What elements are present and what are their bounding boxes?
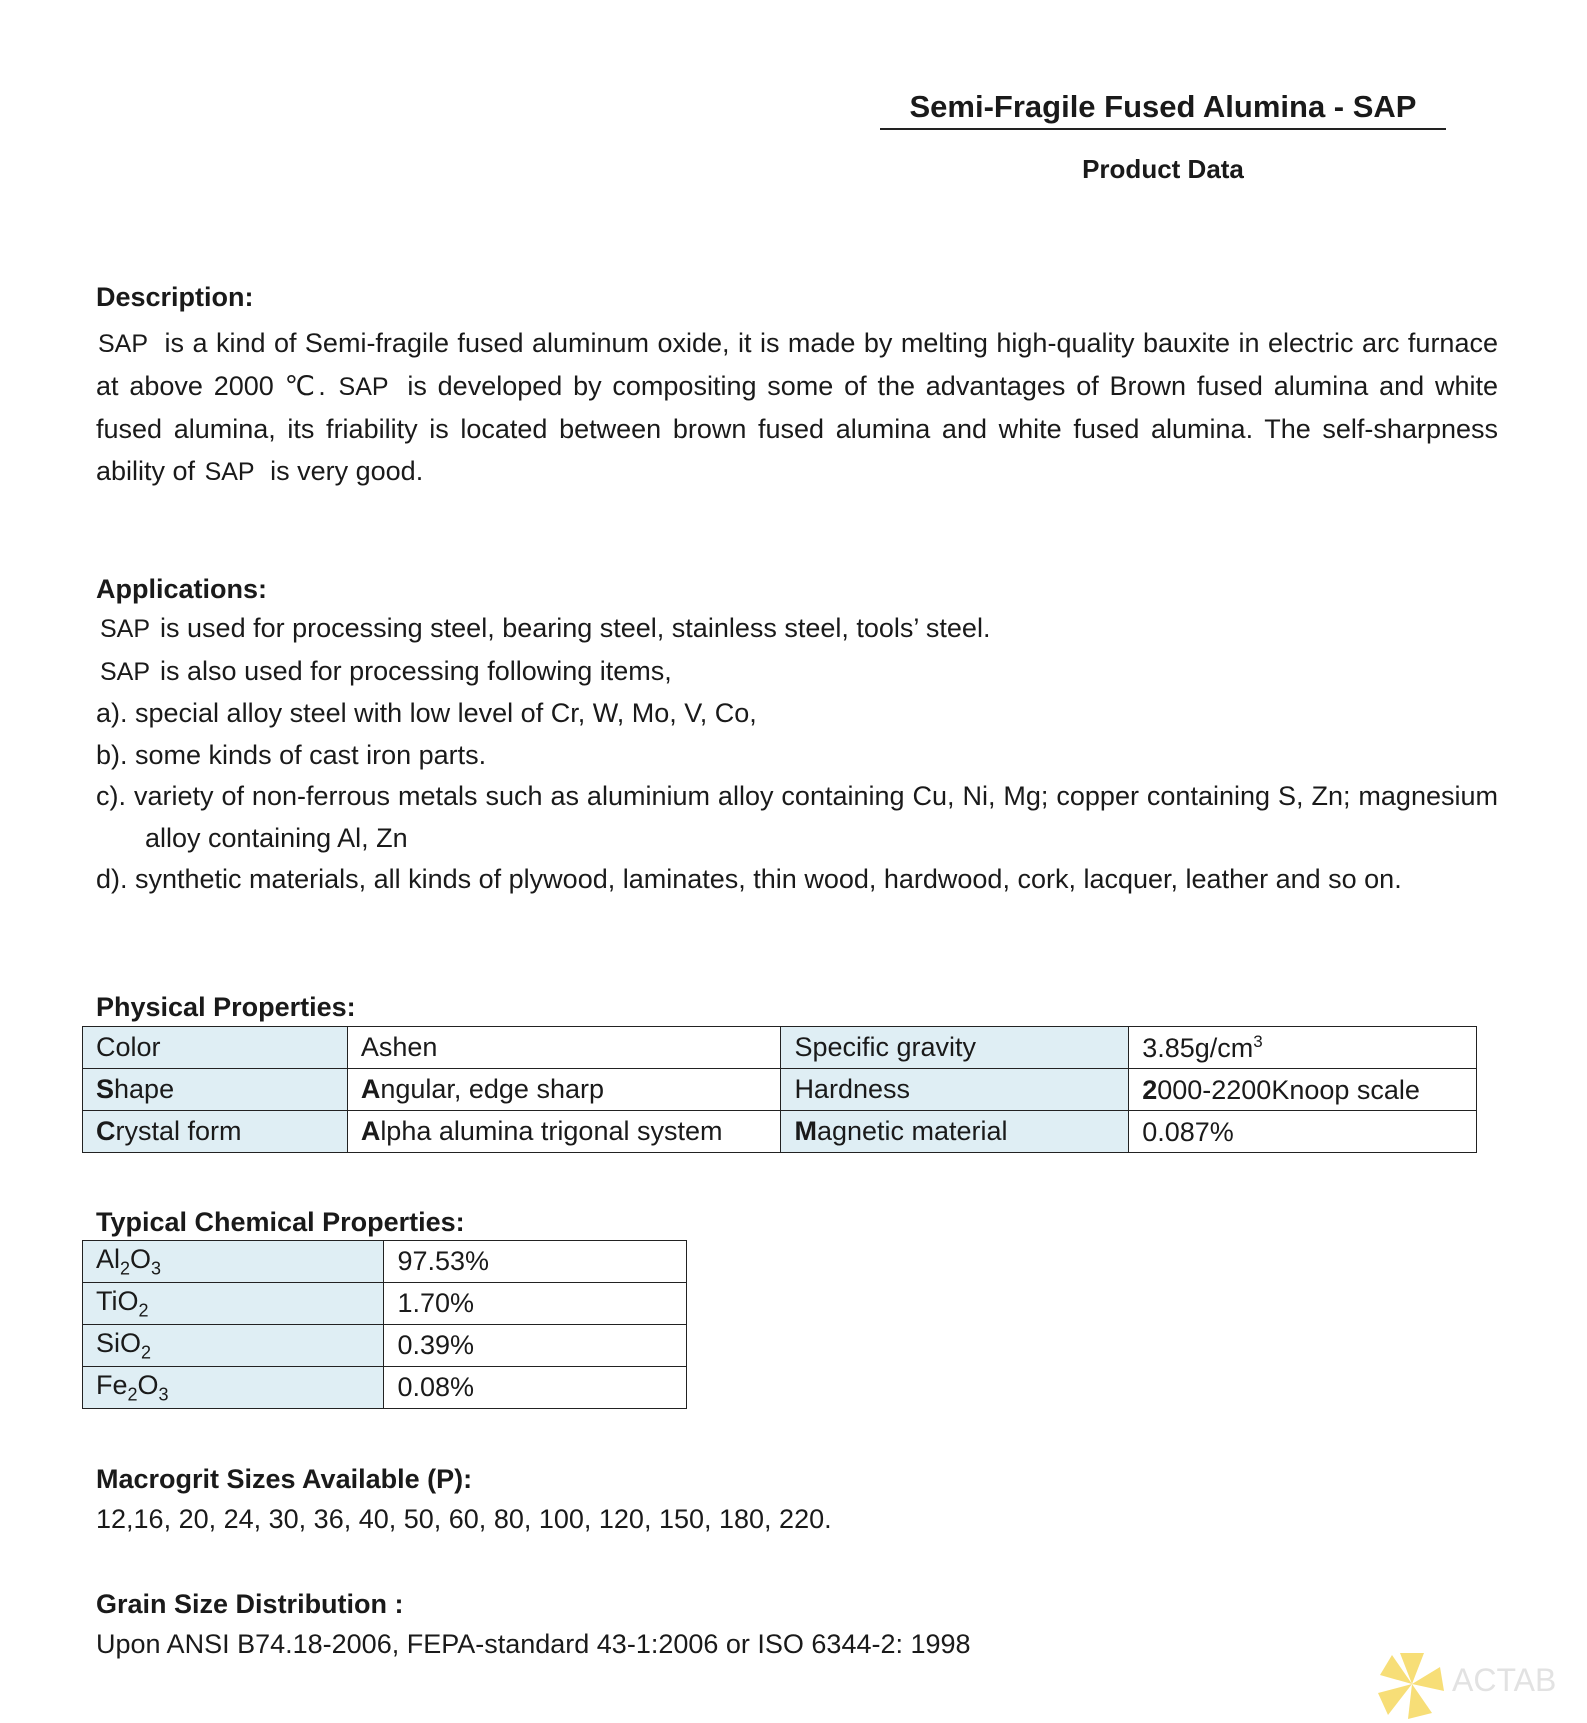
application-item: c). variety of non-ferrous metals such as aluminium alloy containing Cu, Ni, Mg; copper containing S, Zn; magnesium alloy containing Al, Zn <box>96 781 1498 853</box>
property-value: 0.087% <box>1129 1111 1477 1153</box>
property-label: Color <box>83 1027 348 1069</box>
table-row <box>83 1111 1477 1153</box>
property-value: Alpha alumina trigonal system <box>347 1111 781 1153</box>
physical-properties-table <box>82 1026 1477 1153</box>
physical-heading: Physical Properties: <box>96 992 356 1022</box>
applications-section <box>96 570 1498 901</box>
application-line: SAP is used for processing steel, bearing steel, stainless steel, tools’ steel. <box>100 613 991 643</box>
compound-formula: SiO$_2$ <box>83 1325 384 1367</box>
property-value: $3.85g/cm^3$ <box>1129 1027 1477 1069</box>
application-item: b). some kinds of cast iron parts. <box>96 739 487 770</box>
sap-label: SAP <box>100 615 151 643</box>
compound-formula: TiO$_2$ <box>83 1283 384 1325</box>
compound-value: 1.70% <box>384 1283 687 1325</box>
grain-standard: Upon ANSI B74.18-2006, FEPA-standard 43-1:2006 or ISO 6344-2: 1998 <box>96 1629 971 1659</box>
table-row <box>83 1325 687 1367</box>
macrogrit-heading: Macrogrit Sizes Available (P): <box>96 1464 473 1494</box>
table-row <box>83 1069 1477 1111</box>
description-section <box>96 278 1498 493</box>
page-subtitle: Product Data <box>1082 154 1244 184</box>
application-item: d). synthetic materials, all kinds of plywood, laminates, thin wood, hardwood, cork, lacquer, leather and so on. <box>96 864 1402 894</box>
sap-label: SAP <box>98 330 149 358</box>
logo-mark-icon <box>1370 1645 1580 1723</box>
property-label: Hardness <box>781 1069 1129 1111</box>
chemical-properties-table <box>82 1240 687 1409</box>
chemical-heading: Typical Chemical Properties: <box>96 1207 465 1237</box>
grain-section <box>96 1585 1498 1665</box>
property-label: Shape <box>83 1069 348 1111</box>
compound-formula: $Al_2O_3$ <box>83 1241 384 1283</box>
description-heading: Description: <box>96 282 254 312</box>
compound-formula: $Fe_2O_3$ <box>83 1367 384 1409</box>
compound-value: 0.08% <box>384 1367 687 1409</box>
property-value: Ashen <box>347 1027 781 1069</box>
page-title: Semi-Fragile Fused Alumina - SAP <box>880 88 1446 130</box>
chemical-heading-wrap <box>96 1203 1498 1241</box>
macrogrit-sizes: 12,16, 20, 24, 30, 36, 40, 50, 60, 80, 100, 120, 150, 180, 220. <box>96 1504 832 1534</box>
table-row <box>83 1367 687 1409</box>
grain-heading: Grain Size Distribution : <box>96 1589 404 1619</box>
table-row <box>83 1027 1477 1069</box>
applications-heading: Applications: <box>96 574 268 604</box>
application-line: SAP is also used for processing following items, <box>100 655 672 686</box>
table-row <box>83 1283 687 1325</box>
property-label: Specific gravity <box>781 1027 1129 1069</box>
svg-text:ACTAB: ACTAB <box>1452 1662 1557 1698</box>
physical-heading-wrap <box>96 988 1498 1026</box>
property-label: Magnetic material <box>781 1111 1129 1153</box>
sap-label: SAP <box>204 458 255 486</box>
compound-value: 0.39% <box>384 1325 687 1367</box>
macrogrit-section <box>96 1460 1498 1540</box>
compound-value: 97.53% <box>384 1241 687 1283</box>
property-value: Angular, edge sharp <box>347 1069 781 1111</box>
sap-label: SAP <box>100 657 151 686</box>
table-row <box>83 1241 687 1283</box>
application-item: a). special alloy steel with low level of Cr, W, Mo, V, Co, <box>96 698 757 728</box>
property-value: 2000-2200Knoop scale <box>1129 1069 1477 1111</box>
sap-label: SAP <box>338 373 389 401</box>
property-label: Crystal form <box>83 1111 348 1153</box>
title-block <box>880 88 1446 185</box>
description-text: SAP is a kind of Semi-fragile fused aluminum oxide, it is made by melting high-quality bauxite in electric arc furnace at above 2000 ℃. SAP is developed by compositing some of the advantages of Brown fused alumina and white fused alumina, its friability is located between brown fused alumina and white fused alumina. The self-sharpness ability of SAP is very good. <box>96 328 1498 486</box>
